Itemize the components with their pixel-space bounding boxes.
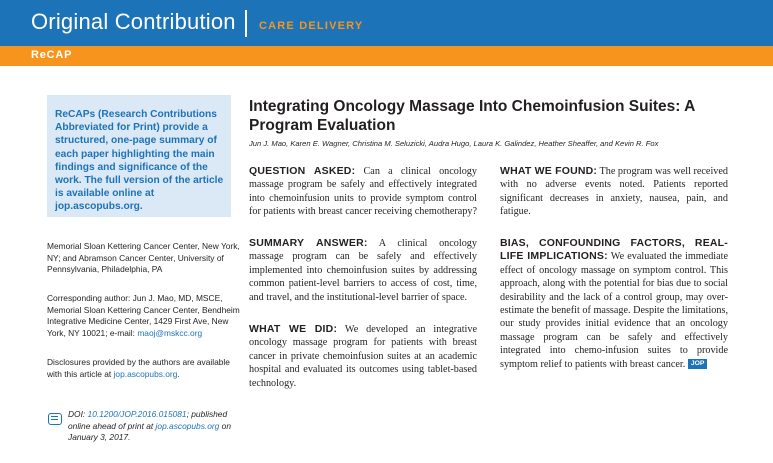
doi-link[interactable]: 10.1200/JOP.2016.015081 [87, 409, 187, 419]
summary-answer-heading: SUMMARY ANSWER: [249, 237, 368, 249]
bias-heading: BIAS, CONFOUNDING FACTORS, REAL-LIFE IMPLICATIONS: [500, 237, 728, 263]
corresponding-author [47, 293, 242, 339]
disclosures: Disclosures provided by the authors are available with this article at jop.ascopubs.org. [47, 357, 230, 379]
recap-bar [0, 46, 773, 66]
recap-label: ReCAP [31, 49, 73, 61]
what-we-found-heading: WHAT WE FOUND: [500, 165, 598, 177]
summary-answer-body: A clinical oncology massage program can be safely and effectively implemented into chemoinfusion suites by addressing common patient-level barriers to access of cost, time, and travel, and the institutional-level barrier of space. [249, 238, 477, 303]
bias-body: We evaluated the immediate effect of oncology massage on symptom control. This approach, along with the potential for bias due to social desirability and the lack of a control group, may over-estimate the benefit of massage. Despite the limitations, our study provides initial evidence that an oncology massage program can be safely and effectively integrated into chemo-infusion suites to provide symptom relief to patients with breast cancer. [500, 251, 729, 370]
what-we-found-body: The program was well received with no adverse events noted. Patients reported significant decreases in anxiety, nausea, pain, and fatigue. [500, 166, 728, 218]
header-divider [245, 10, 247, 37]
disclosures-link[interactable]: jop.ascopubs.org [113, 368, 178, 379]
what-we-did-body: We developed an integrative oncology massage program for patients with breast cancer in private chemoinfusion suites at an academic hospital and evaluated its outcomes using tablet-based technology. [249, 324, 477, 389]
question-asked-section [249, 165, 477, 219]
question-asked-body: Can a clinical oncology massage program be safely and effectively integrated into chemoinfusion units to provide symptom control for patients with breast cancer receiving chemotherapy? [249, 166, 477, 218]
question-asked-heading: QUESTION ASKED: [249, 165, 356, 177]
what-we-did-section [249, 323, 477, 390]
article-title: Integrating Oncology Massage Into Chemoinfusion Suites: A Program Evaluation [249, 98, 695, 134]
author-list: Jun J. Mao, Karen E. Wagner, Christina M. Seluzicki, Audra Hugo, Laura K. Galindez, Heather Sheaffer, and Kevin R. Fox [249, 139, 659, 148]
what-we-did-heading: WHAT WE DID: [249, 323, 338, 335]
recap-description-end: . [139, 201, 143, 213]
doi-suffix: on January 3, 2017. [68, 420, 231, 442]
jop-badge: JOP [688, 359, 708, 369]
corresponding-author-text: Corresponding author: Jun J. Mao, MD, MSCE, Memorial Sloan Kettering Cancer Center, Bendheim Integrative Medicine Center, 1429 First Ave, New York, NY 10021; e-mail: [47, 293, 240, 338]
recap-description-text: ReCAPs (Research Contributions Abbreviated for Print) provide a structured, one-page summary of each paper highlighting the main findings and significance of the work. The full version of the article is available online at [55, 109, 224, 200]
recap-site-link[interactable]: jop.ascopubs.org [55, 201, 140, 213]
summary-answer-section [249, 237, 477, 304]
recap-description [55, 108, 227, 214]
doi-prefix: DOI: [68, 409, 86, 419]
disclosures-text: Disclosures provided by the authors are available with this article at [47, 357, 230, 379]
what-we-found-section [500, 165, 728, 219]
doi-site-link[interactable]: jop.ascopubs.org [155, 420, 220, 431]
affiliations: Memorial Sloan Kettering Cancer Center, New York, NY; and Abramson Cancer Center, University of Pennsylvania, Philadelphia, PA [47, 241, 240, 274]
document-icon [48, 413, 62, 425]
doi-mid: ; published online ahead of print at [68, 409, 228, 431]
bias-section [500, 237, 728, 371]
section-label: CARE DELIVERY [259, 20, 364, 32]
journal-section-title: Original Contribution [31, 9, 236, 34]
doi-info [68, 409, 248, 444]
email-link[interactable]: maoj@mskcc.org [137, 327, 203, 338]
